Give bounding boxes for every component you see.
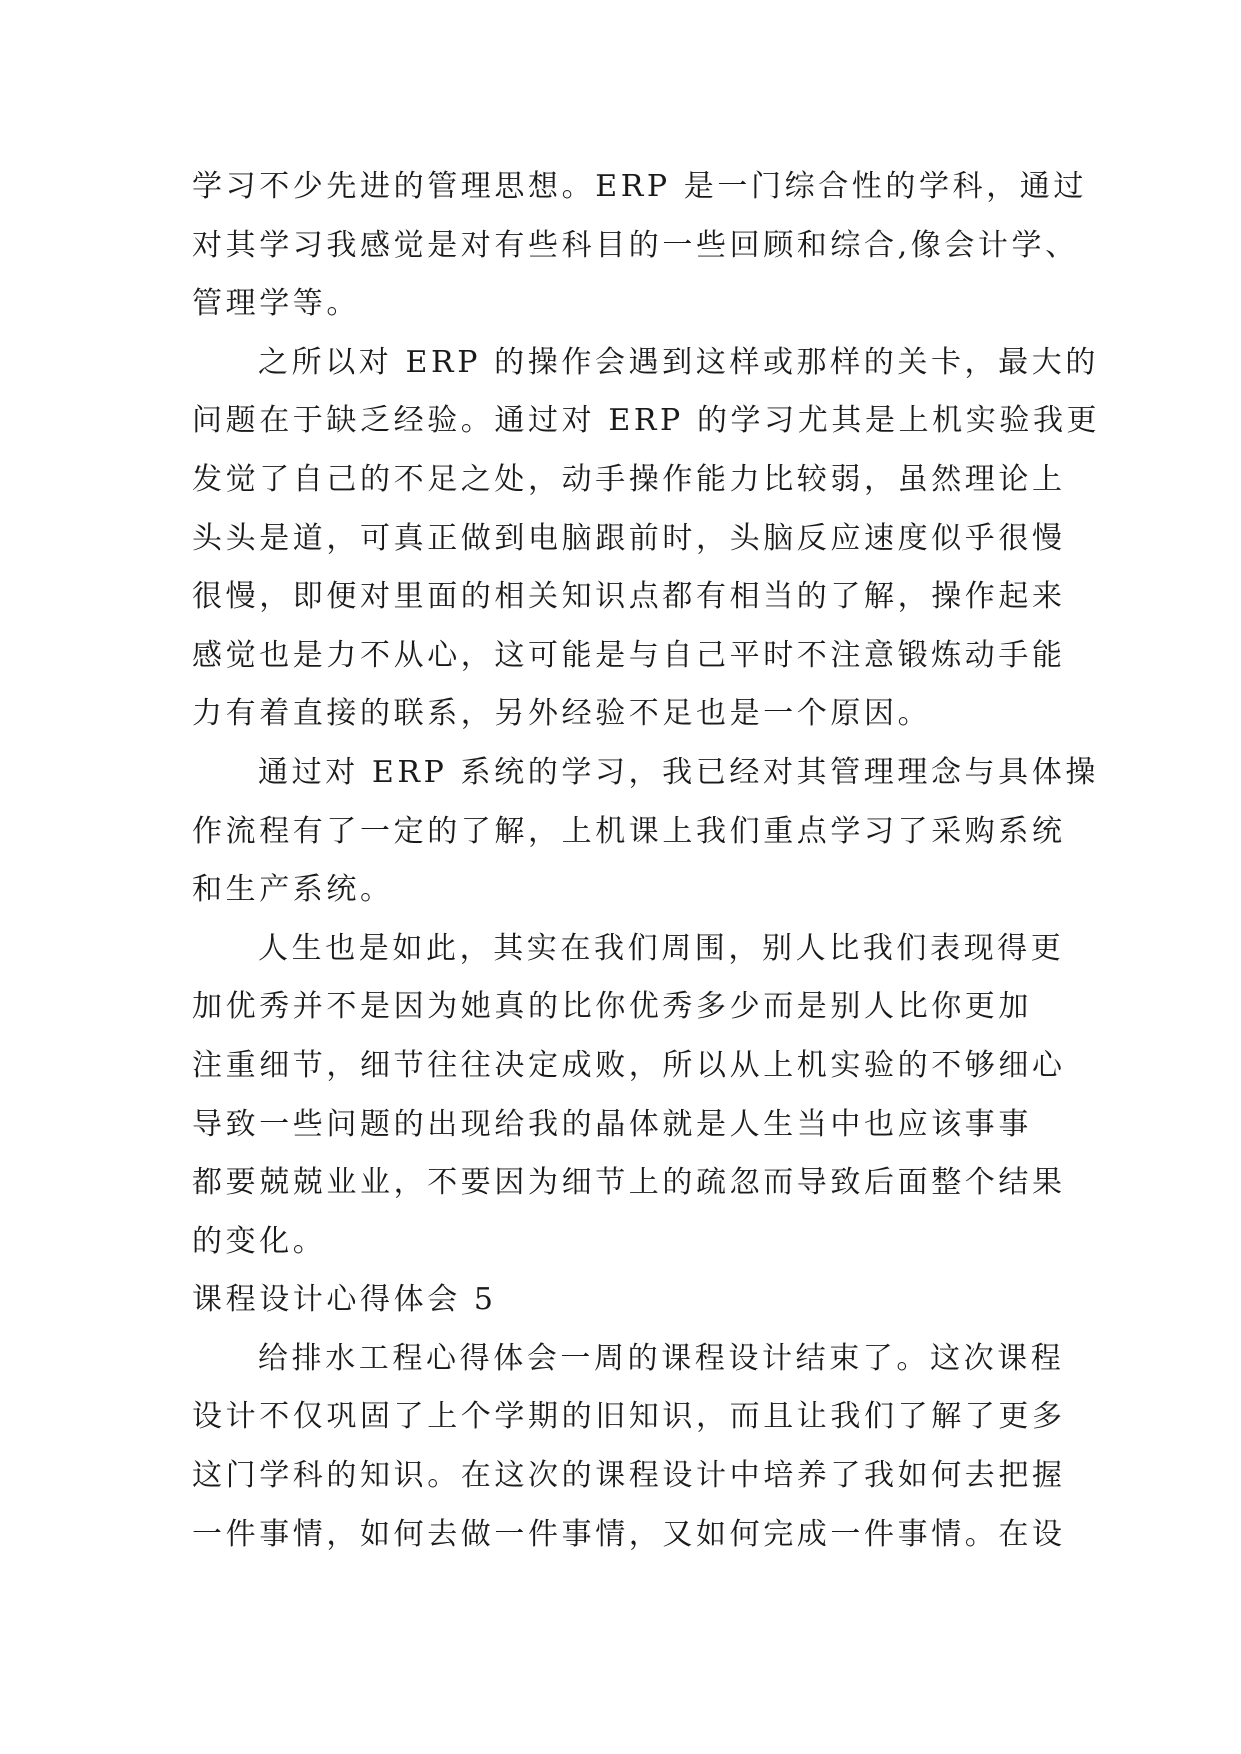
body-line: 注重细节，细节往往决定成败，所以从上机实验的不够细心 xyxy=(192,1047,1066,1083)
paragraph-first-line: 之所以对 ERP 的操作会遇到这样或那样的关卡，最大的 xyxy=(258,344,1099,380)
body-line: 很慢，即便对里面的相关知识点都有相当的了解，操作起来 xyxy=(192,579,1066,615)
body-line: 导致一些问题的出现给我的晶体就是人生当中也应该事事 xyxy=(192,1106,1032,1142)
body-line: 这门学科的知识。在这次的课程设计中培养了我如何去把握 xyxy=(192,1458,1066,1494)
body-line: 加优秀并不是因为她真的比你优秀多少而是别人比你更加 xyxy=(192,989,1032,1025)
body-line: 问题在于缺乏经验。通过对 ERP 的学习尤其是上机实验我更 xyxy=(192,403,1101,439)
body-line: 发觉了自己的不足之处，动手操作能力比较弱，虽然理论上 xyxy=(192,461,1066,497)
body-line: 的变化。 xyxy=(192,1223,327,1259)
body-line: 作流程有了一定的了解，上机课上我们重点学习了采购系统 xyxy=(192,813,1066,849)
body-line: 力有着直接的联系，另外经验不足也是一个原因。 xyxy=(192,696,932,732)
document-body xyxy=(192,158,1101,1564)
paragraph-first-line: 通过对 ERP 系统的学习，我已经对其管理理念与具体操 xyxy=(258,754,1099,790)
body-line: 一件事情，如何去做一件事情，又如何完成一件事情。在设 xyxy=(192,1516,1066,1552)
body-line: 和生产系统。 xyxy=(192,872,394,908)
body-line: 都要兢兢业业，不要因为细节上的疏忽而导致后面整个结果 xyxy=(192,1165,1066,1201)
paragraph-first-line: 给排水工程心得体会一周的课程设计结束了。这次课程 xyxy=(258,1340,1065,1376)
paragraph-first-line: 人生也是如此，其实在我们周围，别人比我们表现得更 xyxy=(258,930,1065,966)
body-line: 头头是道，可真正做到电脑跟前时，头脑反应速度似乎很慢 xyxy=(192,520,1066,556)
body-line: 对其学习我感觉是对有些科目的一些回顾和综合,像会计学、 xyxy=(192,227,1079,263)
section-heading: 课程设计心得体会 5 xyxy=(192,1282,497,1318)
body-line: 学习不少先进的管理思想。ERP 是一门综合性的学科，通过 xyxy=(192,169,1088,204)
body-line: 感觉也是力不从心，这可能是与自己平时不注意锻炼动手能 xyxy=(192,637,1066,673)
body-line: 管理学等。 xyxy=(192,286,360,322)
body-line: 设计不仅巩固了上个学期的旧知识，而且让我们了解了更多 xyxy=(192,1399,1066,1435)
